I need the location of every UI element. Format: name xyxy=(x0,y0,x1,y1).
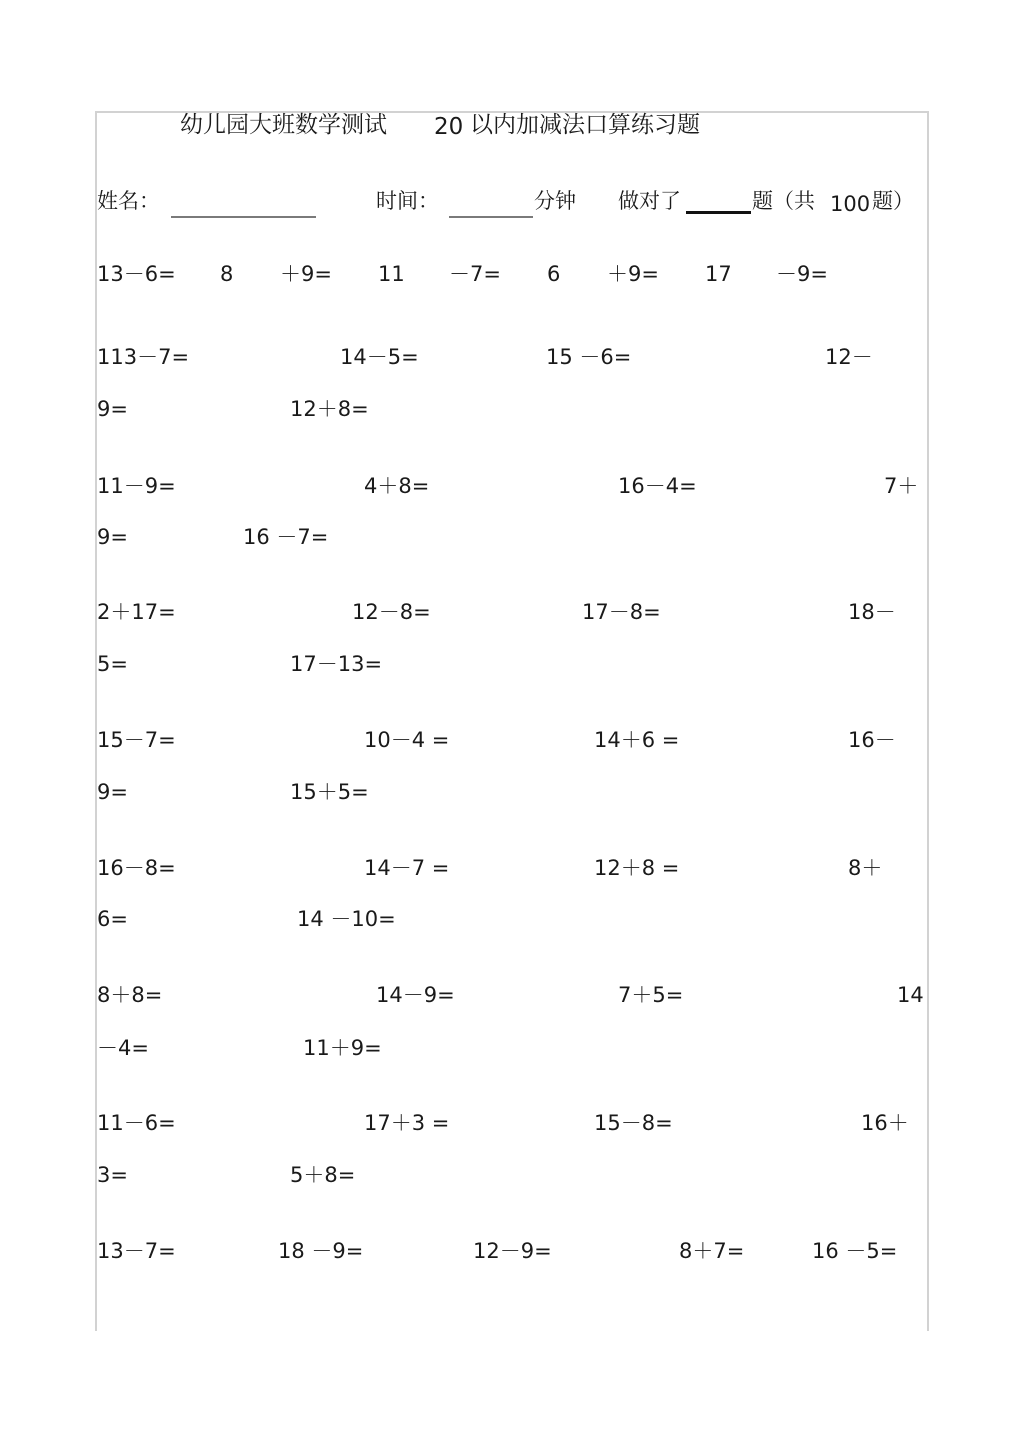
problem: －9= xyxy=(776,262,828,286)
problem: 14 －10= xyxy=(297,907,396,931)
problem: 12＋8= xyxy=(290,397,369,421)
problem: 14＋6 = xyxy=(594,728,680,752)
problem: 8＋8= xyxy=(97,983,163,1007)
problem: 12－9= xyxy=(473,1239,552,1263)
problem: 5＋8= xyxy=(290,1163,356,1187)
problem: 17－8= xyxy=(582,600,661,624)
problem: 3= xyxy=(97,1163,128,1187)
problem: 18－ xyxy=(848,600,896,624)
problem: 113－7= xyxy=(97,345,190,369)
problem: －4= xyxy=(97,1036,149,1060)
correct-label: 做对了 xyxy=(618,189,681,213)
problem: 16 －7= xyxy=(243,525,329,549)
problem: 10－4 = xyxy=(364,728,450,752)
answer: 11 xyxy=(378,262,405,286)
problem: 11－9= xyxy=(97,474,176,498)
problem: 17－13= xyxy=(290,652,383,676)
correct-blank[interactable] xyxy=(686,211,751,214)
problem: 11＋9= xyxy=(303,1036,382,1060)
problem: 7＋ xyxy=(884,474,919,498)
title-rest: 以内加减法口算练习题 xyxy=(470,112,700,138)
problem: 5= xyxy=(97,652,128,676)
answer: 6 xyxy=(547,262,561,286)
problem: 14 xyxy=(897,983,924,1007)
title-number: 20 xyxy=(434,114,464,140)
page-frame xyxy=(95,111,929,1331)
problem: 7＋5= xyxy=(618,983,684,1007)
name-label: 姓名： xyxy=(97,189,160,213)
problem: 16－ xyxy=(848,728,896,752)
problem: 12＋8 = xyxy=(594,856,680,880)
problem: 13－7= xyxy=(97,1239,176,1263)
name-blank[interactable] xyxy=(171,216,316,218)
problem: 6= xyxy=(97,907,128,931)
ti-label: 题（共 xyxy=(752,189,815,213)
answer: 17 xyxy=(705,262,732,286)
problem: 18 －9= xyxy=(278,1239,364,1263)
problem: 8＋ xyxy=(848,856,883,880)
problem: 14－5= xyxy=(340,345,419,369)
problem: ＋9= xyxy=(280,262,332,286)
problem: 15＋5= xyxy=(290,780,369,804)
total-count: 100 xyxy=(830,192,871,216)
problem: 12－8= xyxy=(352,600,431,624)
page-title: 幼儿园大班数学测试 xyxy=(180,112,387,138)
answer: 8 xyxy=(220,262,234,286)
problem: 2＋17= xyxy=(97,600,176,624)
problem: 9= xyxy=(97,780,128,804)
problem: 11－6= xyxy=(97,1111,176,1135)
problem: 16＋ xyxy=(861,1111,909,1135)
problem: 15－7= xyxy=(97,728,176,752)
problem: 8＋7= xyxy=(679,1239,745,1263)
problem: 13－6= xyxy=(97,262,176,286)
problem: 4＋8= xyxy=(364,474,430,498)
problem: 17＋3 = xyxy=(364,1111,450,1135)
ti-end: 题） xyxy=(872,189,914,213)
problem: 15－8= xyxy=(594,1111,673,1135)
time-blank[interactable] xyxy=(449,216,533,218)
problem: 16－4= xyxy=(618,474,697,498)
problem: 14－9= xyxy=(376,983,455,1007)
problem: 9= xyxy=(97,397,128,421)
time-label: 时间： xyxy=(376,189,439,213)
problem: 15 －6= xyxy=(546,345,632,369)
problem: －7= xyxy=(449,262,501,286)
minutes-label: 分钟 xyxy=(534,189,576,213)
problem: ＋9= xyxy=(607,262,659,286)
problem: 16 －5= xyxy=(812,1239,898,1263)
problem: 9= xyxy=(97,525,128,549)
problem: 14－7 = xyxy=(364,856,450,880)
problem: 16－8= xyxy=(97,856,176,880)
problem: 12－ xyxy=(825,345,873,369)
